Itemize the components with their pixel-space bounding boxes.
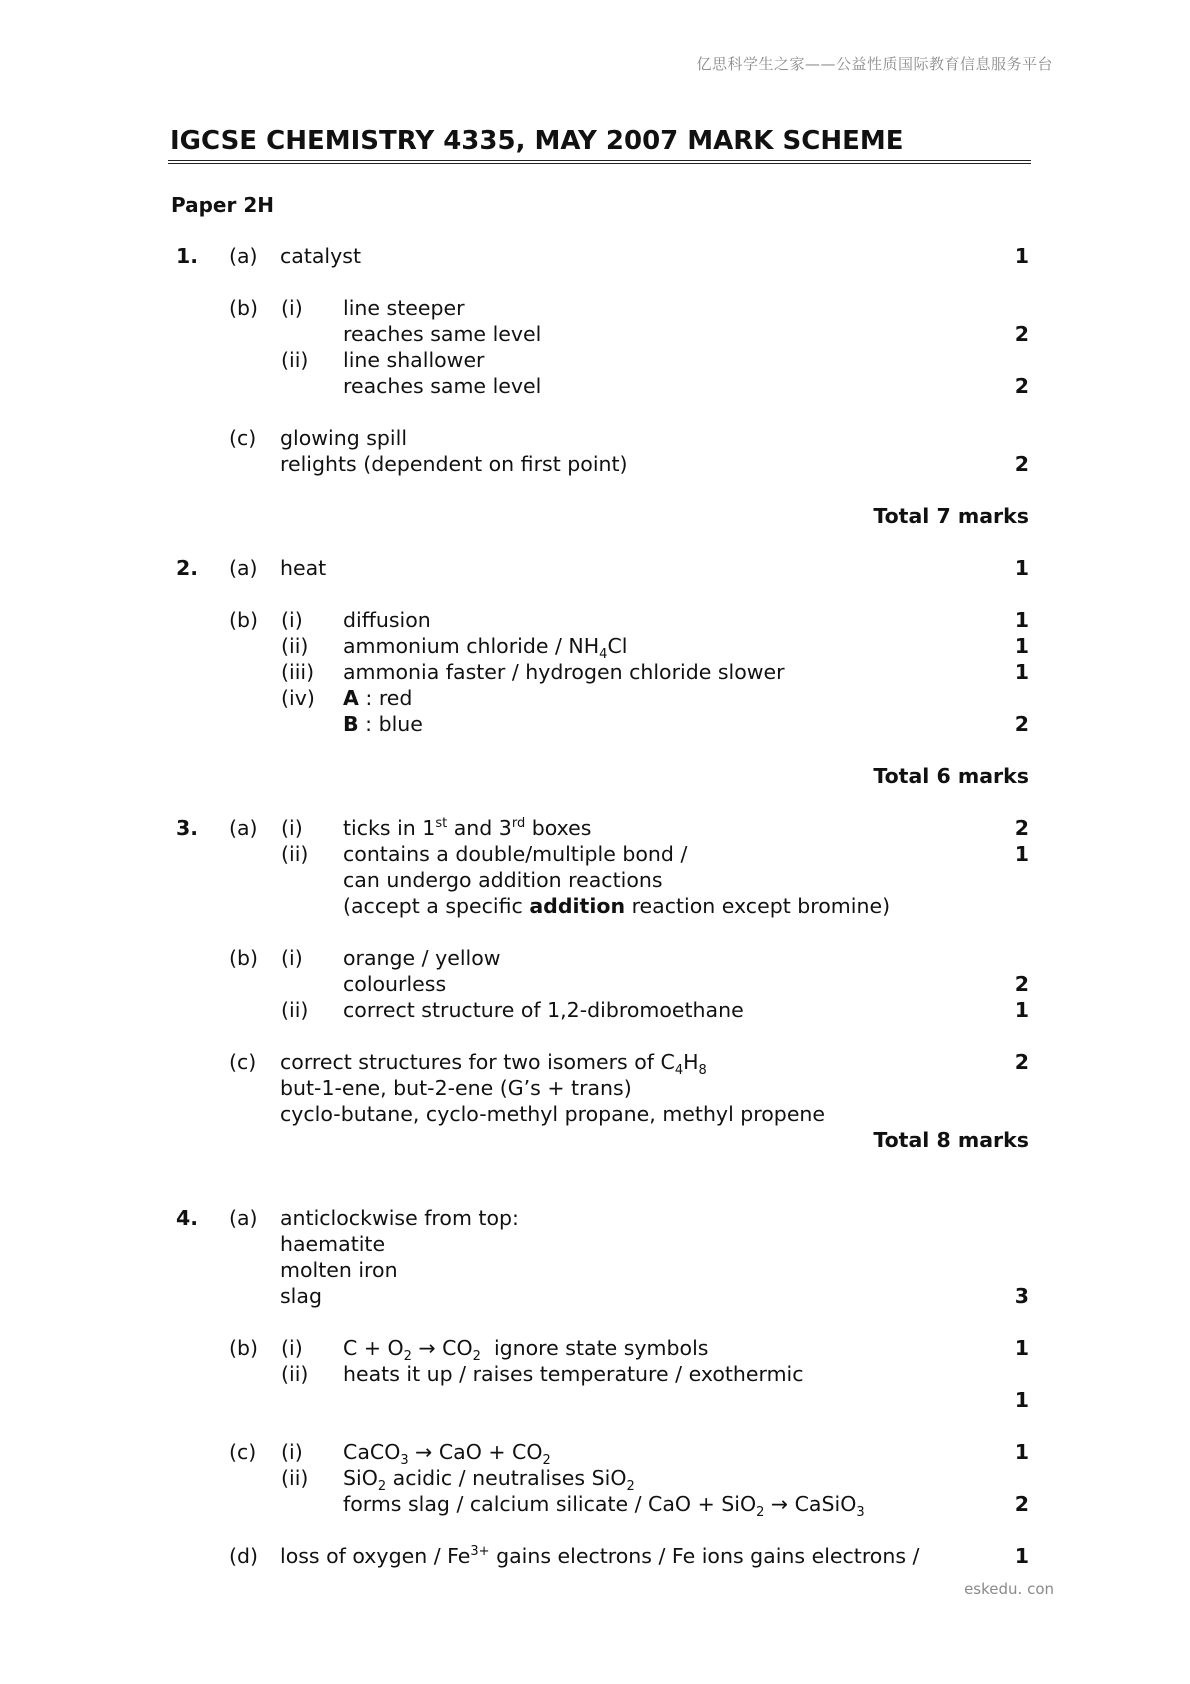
answer-text: reaches same level	[343, 374, 542, 398]
superscript: st	[435, 816, 448, 832]
q4-c-ii-row1	[0, 1465, 1190, 1495]
answer-fragment: : red	[358, 686, 413, 710]
answer-text: can undergo addition reactions	[343, 868, 663, 892]
subpart-label: (ii)	[281, 634, 309, 658]
answer-fragment: ticks in 1	[343, 816, 436, 840]
mark-value: 2	[1014, 972, 1029, 996]
answer-text: catalyst	[280, 244, 361, 268]
mark-value: 1	[1014, 1440, 1029, 1464]
answer-text	[343, 685, 412, 711]
subpart-label: (iii)	[281, 660, 315, 684]
answer-text: correct structure of 1,2-dibromoethane	[343, 998, 744, 1022]
q3-a-ii-row2	[0, 867, 1190, 893]
answer-fragment: reaction except bromine)	[625, 894, 891, 918]
answer-fragment: boxes	[525, 816, 592, 840]
label-b: B	[343, 712, 359, 736]
answer-text: heat	[280, 556, 327, 580]
q2-total-row	[0, 763, 1190, 789]
answer-fragment: forms slag / calcium silicate / CaO + SiO	[343, 1492, 757, 1516]
answer-fragment: ignore state symbols	[480, 1336, 709, 1360]
answer-text	[280, 1543, 919, 1569]
answer-fragment: loss of oxygen / Fe	[280, 1544, 471, 1568]
q1-b-i-row2	[0, 321, 1190, 347]
q1-c-row1	[0, 425, 1190, 451]
q3-b-ii-row	[0, 997, 1190, 1023]
q1-total-row	[0, 503, 1190, 529]
answer-text	[343, 1335, 709, 1365]
q2-b-ii-row	[0, 633, 1190, 663]
superscript: rd	[511, 816, 526, 832]
part-label: (b)	[229, 946, 259, 970]
answer-text: molten iron	[280, 1258, 398, 1282]
q4-c-ii-row2	[0, 1491, 1190, 1521]
part-label: (b)	[229, 608, 259, 632]
answer-text: but-1-ene, but-2-ene (G’s + trans)	[280, 1076, 632, 1100]
answer-text: orange / yellow	[343, 946, 501, 970]
superscript: 3+	[470, 1544, 490, 1560]
q4-d-row	[0, 1543, 1190, 1569]
q1-c-row2	[0, 451, 1190, 477]
q4-b-ii-mark-row	[0, 1387, 1190, 1413]
q3-a-ii-row1	[0, 841, 1190, 867]
answer-text: relights (dependent on first point)	[280, 452, 628, 476]
watermark-header: 亿思科学生之家——公益性质国际教育信息服务平台	[696, 55, 1053, 73]
part-label: (c)	[229, 426, 257, 450]
mark-value: 1	[1014, 1388, 1029, 1412]
mark-value: 2	[1014, 1050, 1029, 1074]
page-title: IGCSE CHEMISTRY 4335, MAY 2007 MARK SCHEME	[170, 126, 904, 156]
subscript: 4	[674, 1063, 684, 1079]
subscript: 3	[856, 1505, 865, 1521]
part-label: (b)	[229, 296, 259, 320]
mark-value: 1	[1014, 660, 1029, 684]
subscript: 2	[403, 1349, 412, 1365]
answer-text: anticlockwise from top:	[280, 1206, 519, 1230]
q2-b-iv-row1	[0, 685, 1190, 711]
mark-value: 2	[1014, 374, 1029, 398]
answer-fragment: → CaSiO	[764, 1492, 857, 1516]
q3-c-row2	[0, 1075, 1190, 1101]
mark-value: 1	[1014, 1336, 1029, 1360]
q3-a-ii-row3	[0, 893, 1190, 919]
answer-fragment: → CO	[411, 1336, 473, 1360]
answer-text: heats it up / raises temperature / exothermic	[343, 1362, 804, 1386]
answer-fragment: (accept a specific	[343, 894, 530, 918]
answer-fragment: : blue	[358, 712, 423, 736]
subpart-label: (i)	[281, 816, 303, 840]
answer-fragment: → CaO + CO	[408, 1440, 543, 1464]
subpart-label: (ii)	[281, 1362, 309, 1386]
part-label: (a)	[229, 244, 258, 268]
answer-text: line steeper	[343, 296, 465, 320]
subpart-label: (ii)	[281, 1466, 309, 1490]
subpart-label: (i)	[281, 1336, 303, 1360]
mark-value: 2	[1014, 712, 1029, 736]
q4-a-row4	[0, 1283, 1190, 1309]
q2-a-row	[0, 555, 1190, 581]
question-number: 1.	[176, 244, 199, 268]
answer-fragment: H	[683, 1050, 699, 1074]
mark-value: 2	[1014, 816, 1029, 840]
mark-value: 1	[1014, 556, 1029, 580]
subpart-label: (ii)	[281, 348, 309, 372]
q3-a-i-row	[0, 815, 1190, 841]
answer-fragment: Cl	[607, 634, 628, 658]
mark-value: 2	[1014, 452, 1029, 476]
mark-value: 1	[1014, 842, 1029, 866]
paper-heading: Paper 2H	[171, 193, 274, 217]
q2-b-iv-row2	[0, 711, 1190, 737]
watermark-footer: eskedu. con	[964, 1580, 1054, 1598]
subpart-label: (ii)	[281, 998, 309, 1022]
mark-value: 2	[1014, 1492, 1029, 1516]
title-double-rule	[168, 160, 1031, 164]
answer-text: ammonia faster / hydrogen chloride slower	[343, 660, 785, 684]
answer-text: line shallower	[343, 348, 485, 372]
mark-value: 1	[1014, 244, 1029, 268]
q2-b-iii-row	[0, 659, 1190, 685]
question-number: 4.	[176, 1206, 199, 1230]
total-marks: Total 7 marks	[873, 504, 1029, 528]
answer-text	[343, 1465, 635, 1495]
subscript: 2	[626, 1479, 635, 1495]
q3-b-i-row2	[0, 971, 1190, 997]
answer-text: haematite	[280, 1232, 386, 1256]
q1-b-ii-row2	[0, 373, 1190, 399]
q1-b-i-row1	[0, 295, 1190, 321]
part-label: (b)	[229, 1336, 259, 1360]
emphasis: addition	[529, 894, 626, 918]
q4-a-row1	[0, 1205, 1190, 1231]
part-label: (a)	[229, 816, 258, 840]
answer-text	[343, 633, 628, 663]
mark-value: 1	[1014, 998, 1029, 1022]
answer-text	[343, 815, 591, 841]
q1-a-row	[0, 243, 1190, 269]
subscript: 2	[377, 1479, 387, 1495]
answer-fragment: correct structures for two isomers of C	[280, 1050, 675, 1074]
answer-text: glowing spill	[280, 426, 408, 450]
q3-c-row1	[0, 1049, 1190, 1079]
subscript: 3	[400, 1453, 409, 1469]
label-a: A	[343, 686, 359, 710]
answer-text: cyclo-butane, cyclo-methyl propane, methyl propene	[280, 1102, 826, 1126]
q3-b-i-row1	[0, 945, 1190, 971]
answer-text: reaches same level	[343, 322, 542, 346]
subscript: 2	[756, 1505, 765, 1521]
subpart-label: (iv)	[281, 686, 315, 710]
answer-text: slag	[280, 1284, 322, 1308]
q4-b-i-row	[0, 1335, 1190, 1365]
answer-text	[343, 893, 890, 919]
answer-text: diffusion	[343, 608, 431, 632]
part-label: (d)	[229, 1544, 259, 1568]
answer-text: colourless	[343, 972, 447, 996]
q4-a-row2	[0, 1231, 1190, 1257]
answer-text	[343, 1491, 865, 1521]
q4-b-ii-row	[0, 1361, 1190, 1387]
total-marks: Total 8 marks	[873, 1128, 1029, 1152]
subpart-label: (i)	[281, 946, 303, 970]
question-number: 2.	[176, 556, 199, 580]
answer-fragment: C + O	[343, 1336, 404, 1360]
subscript: 2	[542, 1453, 551, 1469]
mark-value: 2	[1014, 322, 1029, 346]
subpart-label: (i)	[281, 1440, 303, 1464]
part-label: (c)	[229, 1440, 257, 1464]
answer-fragment: CaCO	[343, 1440, 401, 1464]
q4-a-row3	[0, 1257, 1190, 1283]
answer-fragment: gains electrons / Fe ions gains electrons /	[489, 1544, 920, 1568]
mark-value: 1	[1014, 1544, 1029, 1568]
answer-fragment: and 3	[447, 816, 512, 840]
subscript: 8	[698, 1063, 707, 1079]
mark-value: 1	[1014, 608, 1029, 632]
subpart-label: (i)	[281, 296, 303, 320]
total-marks: Total 6 marks	[873, 764, 1029, 788]
subscript: 2	[472, 1349, 481, 1365]
subpart-label: (i)	[281, 608, 303, 632]
part-label: (a)	[229, 1206, 258, 1230]
answer-fragment: ammonium chloride / NH	[343, 634, 600, 658]
q2-b-i-row	[0, 607, 1190, 633]
q3-total-row	[0, 1127, 1190, 1153]
answer-text: contains a double/multiple bond /	[343, 842, 688, 866]
q1-b-ii-row1	[0, 347, 1190, 373]
subscript: 4	[599, 647, 608, 663]
part-label: (c)	[229, 1050, 257, 1074]
q4-c-i-row	[0, 1439, 1190, 1469]
question-number: 3.	[176, 816, 199, 840]
answer-text	[280, 1049, 707, 1079]
answer-text	[343, 711, 423, 737]
answer-fragment: acidic / neutralises SiO	[386, 1466, 627, 1490]
subpart-label: (ii)	[281, 842, 309, 866]
q3-c-row3	[0, 1101, 1190, 1127]
answer-fragment: SiO	[343, 1466, 378, 1490]
part-label: (a)	[229, 556, 258, 580]
mark-value: 1	[1014, 634, 1029, 658]
answer-text	[343, 1439, 551, 1469]
mark-value: 3	[1014, 1284, 1029, 1308]
